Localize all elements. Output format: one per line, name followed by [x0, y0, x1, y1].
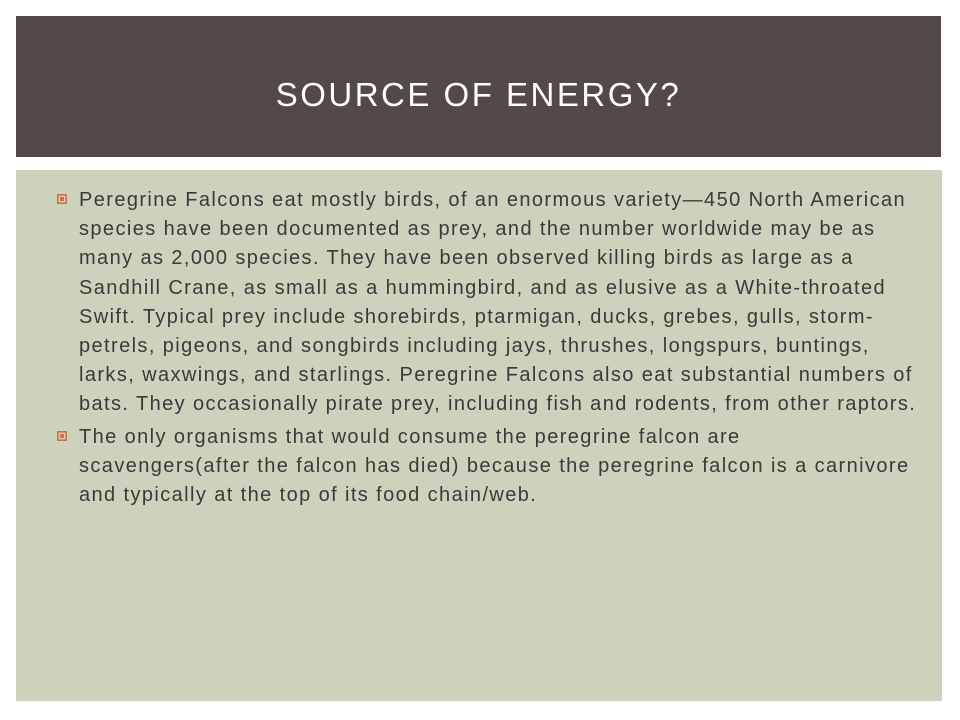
title-bar [16, 16, 941, 157]
bullet-list [16, 186, 942, 513]
square-bullet-icon [57, 194, 67, 204]
content-panel [16, 170, 942, 701]
bullet-item-predators [16, 423, 942, 511]
square-bullet-icon [57, 431, 67, 441]
bullet-item-prey [16, 186, 942, 420]
bullet-text-prey: Peregrine Falcons eat mostly birds, of an enormous variety—450 North American species have been documented as prey, and the number worldwide may be as many as 2,000 species. They have been observed killing birds as large as a Sandhill Crane, as small as a hummingbird, and as elusive as a White-throated Swift. Typical prey include shorebirds, ptarmigan, ducks, grebes, gulls, storm-petrels, pigeons, and songbirds including jays, thrushes, longspurs, buntings, larks, waxwings, and starlings. Peregrine Falcons also eat substantial numbers of bats. They occasionally pirate prey, including fish and rodents, from other raptors. [79, 189, 917, 416]
slide-title: SOURCE OF ENERGY? [275, 76, 682, 113]
bullet-text-predators: The only organisms that would consume the peregrine falcon are scavengers(after the falcon has died) because the peregrine falcon is a carnivore and typically at the top of its food chain/web. [79, 425, 910, 507]
